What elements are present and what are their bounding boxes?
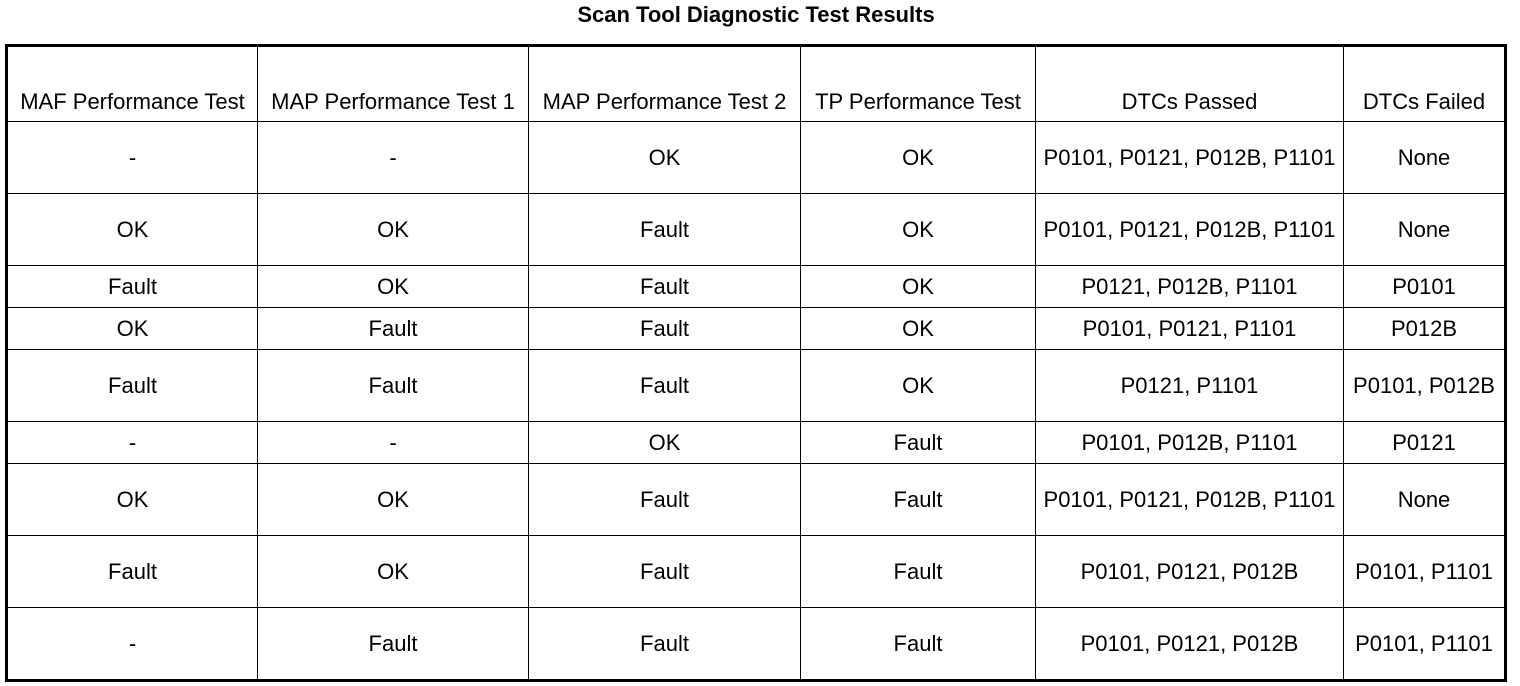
map1-cell: OK: [258, 536, 529, 608]
maf-cell: -: [7, 122, 258, 194]
dtcs-failed-cell: P0101, P012B: [1344, 350, 1506, 422]
map1-cell: Fault: [258, 608, 529, 681]
dtcs-failed-cell: None: [1344, 122, 1506, 194]
dtcs-passed-cell: P0101, P0121, P1101: [1036, 308, 1344, 350]
table-row: [7, 608, 1506, 681]
map1-cell: -: [258, 122, 529, 194]
maf-cell: OK: [7, 464, 258, 536]
header-dtcs-passed: DTCs Passed: [1036, 46, 1344, 122]
maf-cell: -: [7, 608, 258, 681]
header-dtcs-failed: DTCs Failed: [1344, 46, 1506, 122]
diagnostic-results-table: [5, 44, 1507, 682]
maf-cell: -: [7, 422, 258, 464]
header-maf-performance-test: MAF Performance Test: [7, 46, 258, 122]
dtcs-failed-cell: P0121: [1344, 422, 1506, 464]
dtcs-passed-cell: P0121, P012B, P1101: [1036, 266, 1344, 308]
map1-cell: Fault: [258, 350, 529, 422]
dtcs-failed-cell: P0101: [1344, 266, 1506, 308]
dtcs-passed-cell: P0101, P012B, P1101: [1036, 422, 1344, 464]
table-row: [7, 422, 1506, 464]
dtcs-failed-cell: P0101, P1101: [1344, 608, 1506, 681]
map1-cell: OK: [258, 194, 529, 266]
dtcs-passed-cell: P0101, P0121, P012B: [1036, 536, 1344, 608]
dtcs-passed-cell: P0101, P0121, P012B, P1101: [1036, 194, 1344, 266]
header-map-performance-test-1: MAP Performance Test 1: [258, 46, 529, 122]
map2-cell: Fault: [529, 194, 801, 266]
dtcs-failed-cell: None: [1344, 194, 1506, 266]
dtcs-passed-cell: P0101, P0121, P012B: [1036, 608, 1344, 681]
maf-cell: OK: [7, 308, 258, 350]
page-title: Scan Tool Diagnostic Test Results: [577, 2, 935, 27]
map2-cell: Fault: [529, 308, 801, 350]
maf-cell: Fault: [7, 350, 258, 422]
map2-cell: Fault: [529, 350, 801, 422]
dtcs-passed-cell: P0121, P1101: [1036, 350, 1344, 422]
maf-cell: OK: [7, 194, 258, 266]
map2-cell: Fault: [529, 266, 801, 308]
tp-cell: Fault: [801, 608, 1036, 681]
table-row: [7, 308, 1506, 350]
tp-cell: OK: [801, 350, 1036, 422]
table-row: [7, 194, 1506, 266]
tp-cell: OK: [801, 308, 1036, 350]
table-row: [7, 536, 1506, 608]
tp-cell: OK: [801, 194, 1036, 266]
map2-cell: Fault: [529, 536, 801, 608]
map1-cell: OK: [258, 266, 529, 308]
tp-cell: OK: [801, 266, 1036, 308]
tp-cell: OK: [801, 122, 1036, 194]
tp-cell: Fault: [801, 536, 1036, 608]
maf-cell: Fault: [7, 536, 258, 608]
tp-cell: Fault: [801, 464, 1036, 536]
map2-cell: Fault: [529, 608, 801, 681]
map2-cell: Fault: [529, 464, 801, 536]
dtcs-passed-cell: P0101, P0121, P012B, P1101: [1036, 122, 1344, 194]
maf-cell: Fault: [7, 266, 258, 308]
map1-cell: -: [258, 422, 529, 464]
map2-cell: OK: [529, 122, 801, 194]
table-row: [7, 350, 1506, 422]
map1-cell: OK: [258, 464, 529, 536]
table-row: [7, 122, 1506, 194]
table-row: [7, 266, 1506, 308]
tp-cell: Fault: [801, 422, 1036, 464]
header-tp-performance-test: TP Performance Test: [801, 46, 1036, 122]
dtcs-failed-cell: None: [1344, 464, 1506, 536]
dtcs-passed-cell: P0101, P0121, P012B, P1101: [1036, 464, 1344, 536]
table-row: [7, 464, 1506, 536]
map2-cell: OK: [529, 422, 801, 464]
dtcs-failed-cell: P012B: [1344, 308, 1506, 350]
dtcs-failed-cell: P0101, P1101: [1344, 536, 1506, 608]
map1-cell: Fault: [258, 308, 529, 350]
header-row: [7, 46, 1506, 122]
header-map-performance-test-2: MAP Performance Test 2: [529, 46, 801, 122]
